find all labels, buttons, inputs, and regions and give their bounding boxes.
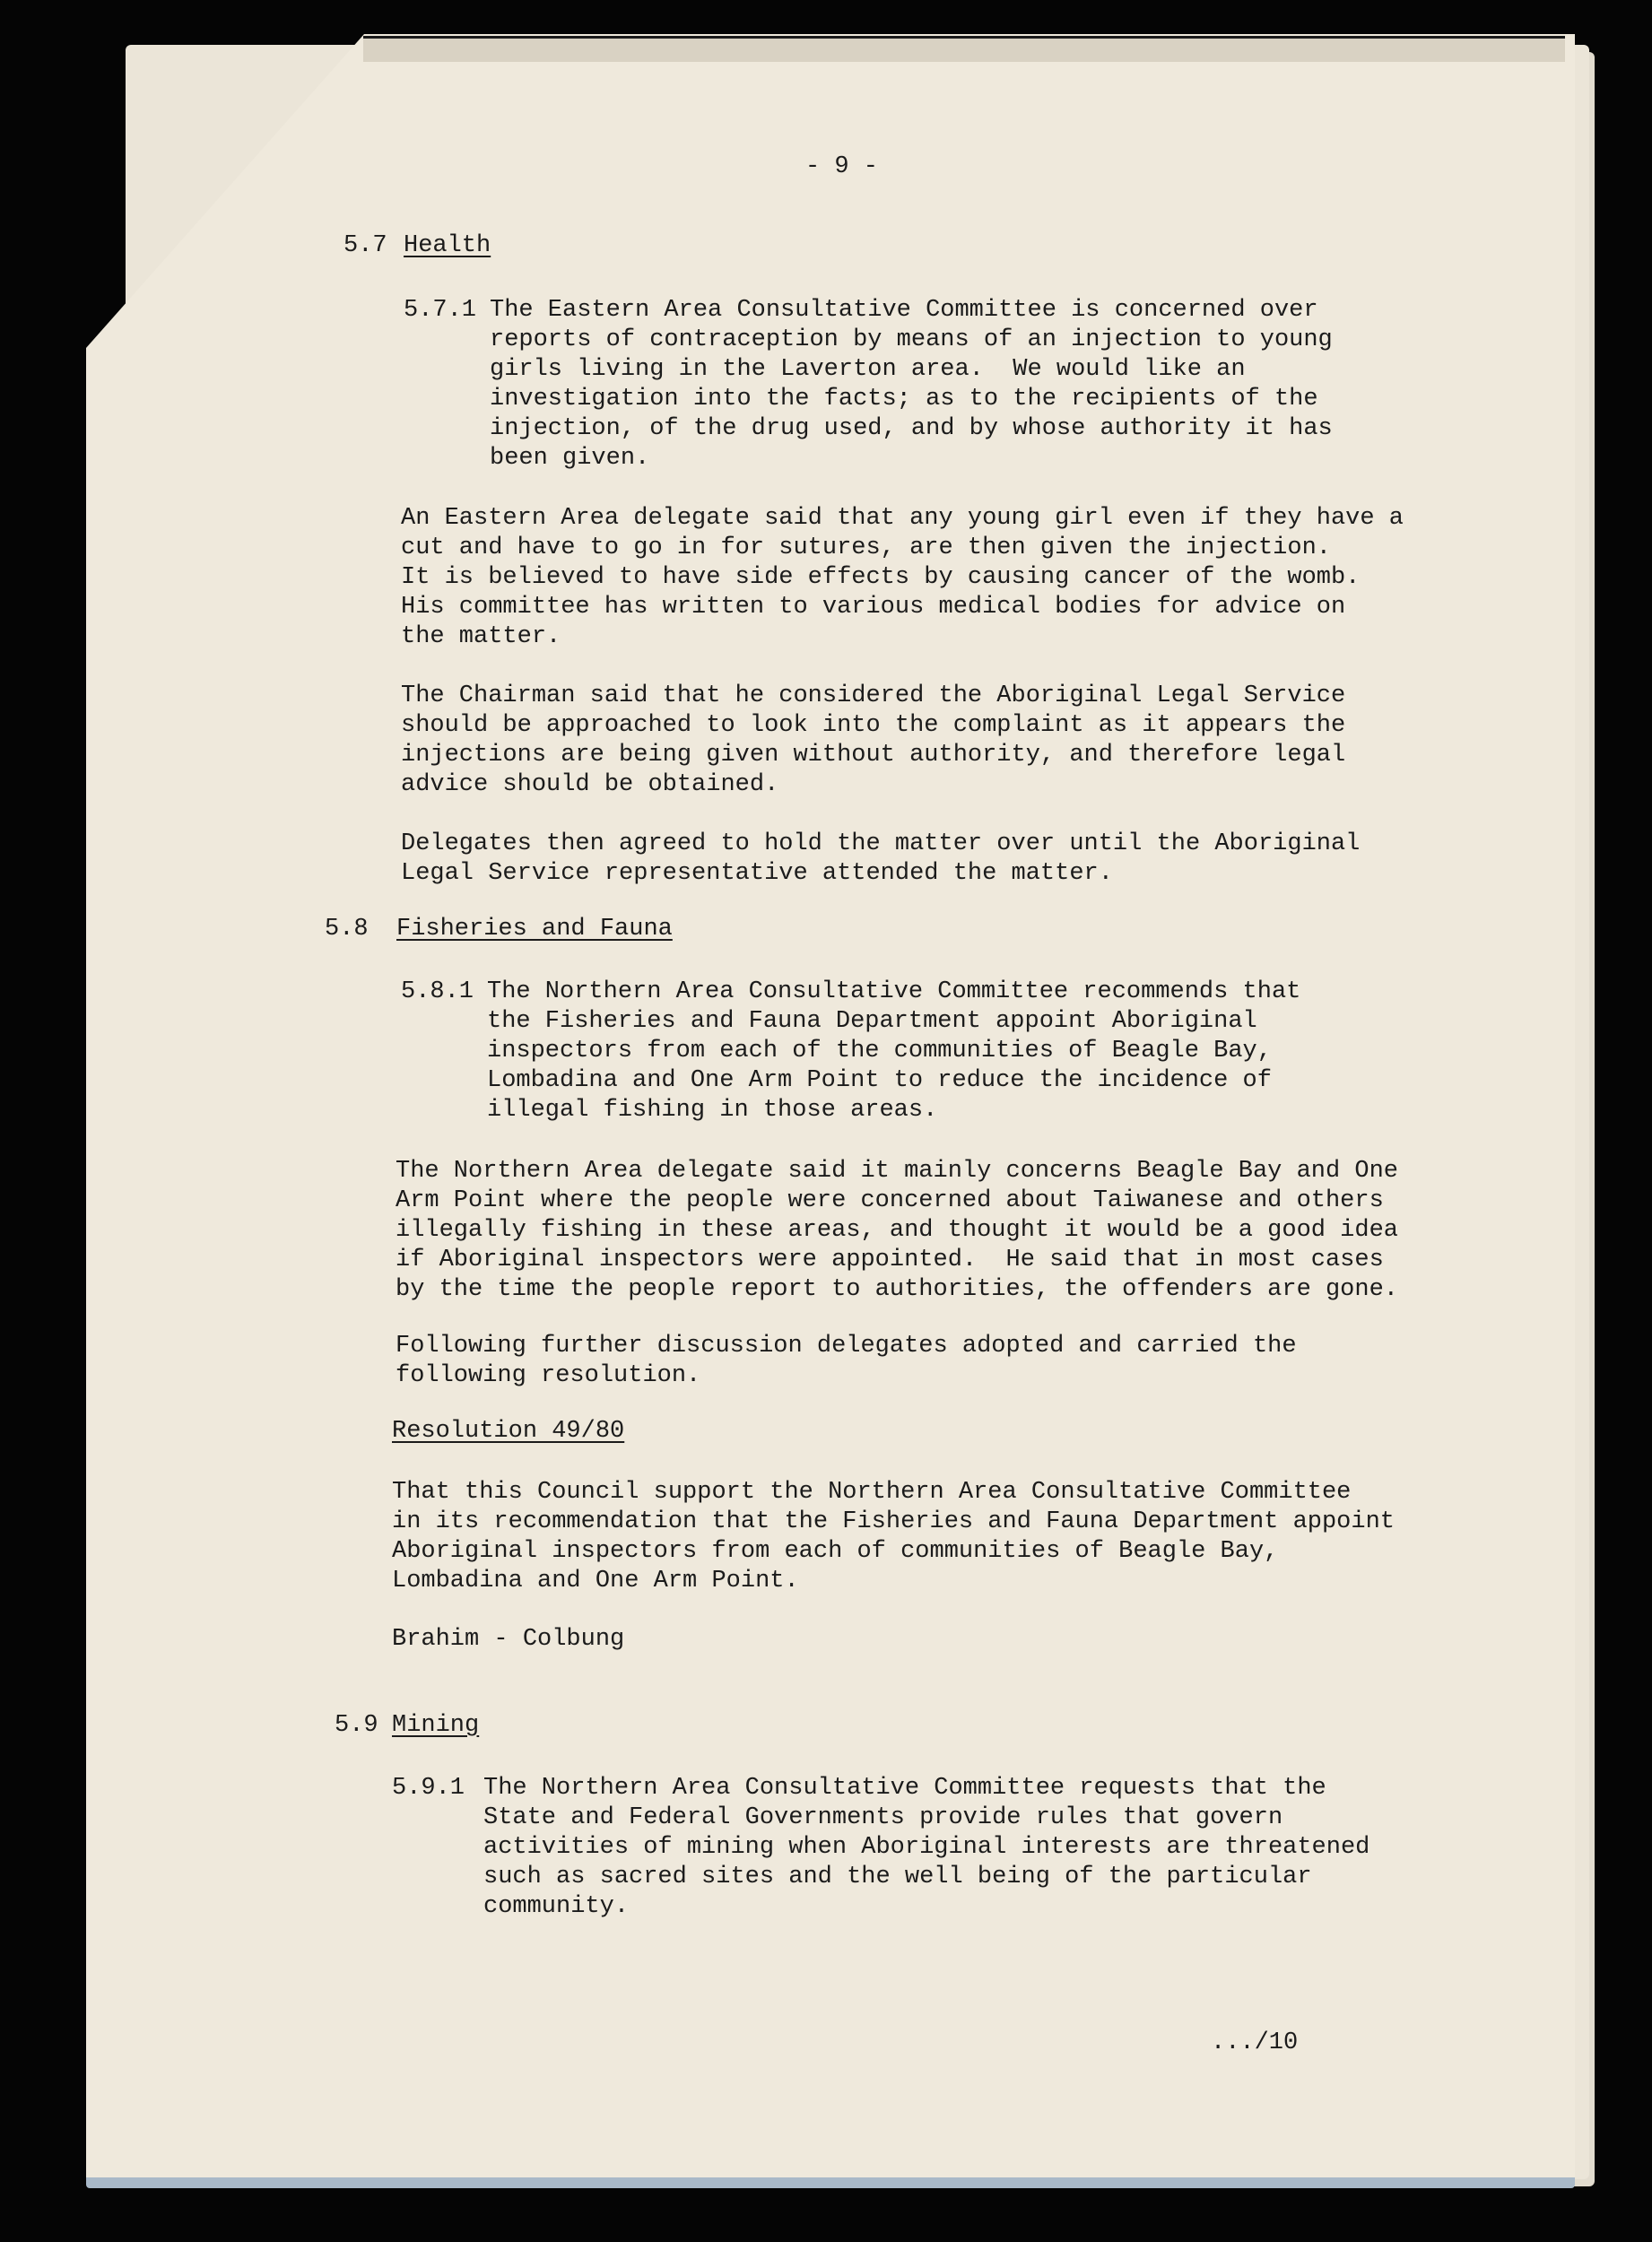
- text-line: illegal fishing in those areas.: [487, 1097, 938, 1124]
- resolution-heading: Resolution 49/80: [392, 1418, 625, 1445]
- text-line: Lombadina and One Arm Point to reduce the incidence of: [487, 1067, 1272, 1094]
- text-line: Arm Point where the people were concerned about Taiwanese and others: [396, 1187, 1384, 1214]
- text-line: girls living in the Laverton area. We would like an: [490, 356, 1246, 383]
- text-line: community.: [483, 1893, 630, 1920]
- text-line: The Chairman said that he considered the Aboriginal Legal Service: [401, 682, 1346, 709]
- text-line: Aboriginal inspectors from each of communities of Beagle Bay,: [392, 1538, 1279, 1565]
- text-line: The Northern Area Consultative Committee recommends that: [487, 978, 1301, 1005]
- text-line: Lombadina and One Arm Point.: [392, 1568, 799, 1595]
- section-heading-mining: Mining: [392, 1712, 480, 1739]
- text-line: been given.: [490, 445, 650, 472]
- text-line: illegally fishing in these areas, and thought it would be a good idea: [396, 1217, 1398, 1244]
- text-line: activities of mining when Aboriginal interests are threatened: [483, 1834, 1370, 1861]
- text-line: His committee has written to various medical bodies for advice on: [401, 594, 1346, 621]
- text-line: reports of contraception by means of an injection to young: [490, 326, 1333, 353]
- text-line: advice should be obtained.: [401, 771, 779, 798]
- text-line: if Aboriginal inspectors were appointed. He said that in most cases: [396, 1247, 1384, 1273]
- text-line: the matter.: [401, 623, 561, 650]
- text-line: It is believed to have side effects by causing cancer of the womb.: [401, 564, 1361, 591]
- text-line: Following further discussion delegates adopted and carried the: [396, 1333, 1297, 1360]
- text-line: injections are being given without authority, and therefore legal: [401, 742, 1346, 769]
- item-number: 5.9.1: [392, 1775, 465, 1802]
- text-line: the Fisheries and Fauna Department appoint Aboriginal: [487, 1008, 1257, 1035]
- text-line: inspectors from each of the communities of Beagle Bay,: [487, 1038, 1272, 1065]
- section-heading-health: Health: [404, 232, 491, 259]
- text-line: cut and have to go in for sutures, are then given the injection.: [401, 534, 1331, 561]
- text-line: The Northern Area Consultative Committee requests that the: [483, 1775, 1326, 1802]
- section-number: 5.7: [343, 232, 387, 259]
- text-line: should be approached to look into the complaint as it appears the: [401, 712, 1346, 739]
- text-line: Delegates then agreed to hold the matter over until the Aboriginal: [401, 830, 1361, 857]
- section-heading-fisheries: Fisheries and Fauna: [396, 916, 673, 943]
- text-line: following resolution.: [396, 1362, 701, 1389]
- text-line: The Eastern Area Consultative Committee is concerned over: [490, 297, 1318, 324]
- section-number: 5.9: [335, 1712, 378, 1739]
- page-number: - 9 -: [805, 153, 879, 180]
- binding-edge: [363, 36, 1565, 62]
- text-line: injection, of the drug used, and by whose authority it has: [490, 415, 1333, 442]
- text-line: Legal Service representative attended the matter.: [401, 860, 1113, 887]
- continuation-marker: .../10: [1211, 2029, 1299, 2056]
- item-number: 5.8.1: [401, 978, 474, 1005]
- item-number: 5.7.1: [404, 297, 477, 324]
- text-line: investigation into the facts; as to the recipients of the: [490, 386, 1318, 413]
- text-line: State and Federal Governments provide rules that govern: [483, 1804, 1283, 1831]
- text-line: That this Council support the Northern Area Consultative Committee: [392, 1479, 1352, 1506]
- text-line: An Eastern Area delegate said that any young girl even if they have a: [401, 505, 1404, 532]
- movers: Brahim - Colbung: [392, 1626, 625, 1653]
- text-line: in its recommendation that the Fisheries and Fauna Department appoint: [392, 1508, 1395, 1535]
- text-line: The Northern Area delegate said it mainly concerns Beagle Bay and One: [396, 1158, 1398, 1185]
- text-line: by the time the people report to authorities, the offenders are gone.: [396, 1276, 1398, 1303]
- section-number: 5.8: [325, 916, 369, 943]
- text-line: such as sacred sites and the well being of the particular: [483, 1864, 1312, 1890]
